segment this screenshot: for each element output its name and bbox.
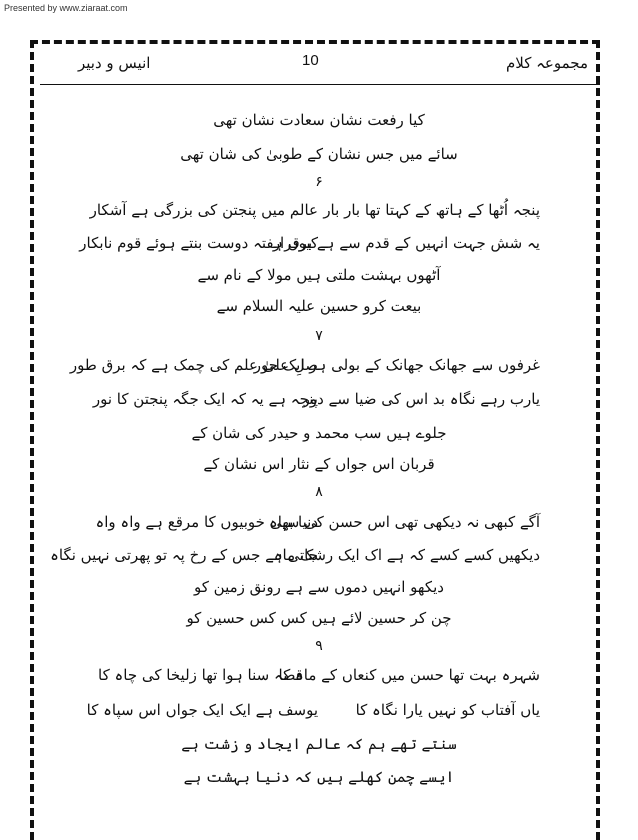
verse-left: پنجہ ہے یہ کہ ایک جگہ پنجتن کا نور [92, 390, 318, 408]
page-number: 10 [302, 52, 319, 69]
stanza-number: ۶ [315, 174, 323, 190]
verse-center: جلوے ہیں سب محمد و حیدر کی شان کے [191, 424, 447, 442]
verse-center: چن کر حسین لائے ہیں کس کس حسین کو [186, 609, 452, 627]
verse-left: یوسف ہے ایک ایک جواں اس سپاہ کا [86, 701, 318, 719]
verse-left: دنیا بھی خوبیوں کا مرقع ہے واہ واہ [95, 513, 318, 531]
verse-right: یاں آفتاب کو نہیں یارا نگاہ کا [355, 701, 540, 719]
verse-center: قربان اس جواں کے نثار اس نشان کے [203, 455, 435, 473]
verse-center: آٹھوں بہشت ملتی ہیں مولا کے نام سے [197, 266, 441, 284]
verse-left: قصہ سنا ہوا تھا زلیخا کی چاہ کا [98, 666, 303, 684]
verse-right: غرفوں سے جھانک جھانک کے بولی ہر ایک حور [253, 356, 540, 374]
watermark: Presented by www.ziaraat.com [4, 3, 128, 13]
stanza-number: ۹ [315, 638, 323, 654]
verse-left: صلِ علیٰ علم کی چمک ہے کہ برق طور [69, 356, 318, 374]
verse-center: بیعت کرو حسین علیہ السلام سے [216, 297, 422, 315]
stanza-number: ۷ [315, 328, 323, 344]
verse-right: یارب رہے نگاہ بد اس کی ضیا سے دور [302, 390, 540, 408]
header-author: انیس و دبیر [78, 54, 151, 72]
intro-line-1: کیا رفعت نشان سعادت نشان تھی [213, 111, 425, 129]
header-rule [40, 84, 600, 85]
stanza-number: ۸ [315, 484, 323, 500]
header-title: مجموعہ کلام [505, 54, 588, 72]
verse-right: دیکھیں کسے کسے کہ ہے اک ایک رشک ماہ [273, 546, 540, 564]
intro-line-2: سائے میں جس نشان کے طوبیٰ کی شان تھی [180, 145, 458, 163]
verse-center: ایسے چمن کھلے ہیں کہ دنیا بہشت ہے [183, 768, 455, 786]
verse-right: یہ شش جہت انہیں کے قدم سے ہے برقرار [272, 234, 540, 252]
verse-left: کیوں ہفتہ دوست بنتے ہوئے قوم نابکار [79, 234, 318, 252]
verse-right: پنجہ اُٹھا کے ہاتھ کے کہتا تھا بار بار [323, 201, 540, 219]
verse-right: شہرہ بہت تھا حسن میں کنعاں کے ماہ کا [278, 666, 540, 684]
verse-center: سنتے تھے ہم کہ عالم ایجاد و زشت ہے [181, 735, 457, 753]
verse-center: دیکھو انہیں دموں سے ہے رونق زمین کو [194, 578, 444, 596]
verse-left: عالم میں پنجتن کی بزرگی ہے آشکار [89, 201, 318, 219]
verse-right: آگے کبھی نہ دیکھی تھی اس حسن کی سپاہ [268, 513, 540, 531]
verse-left: جاتی ہے جس کے رخ پہ تو پھرتی نہیں نگاہ [50, 546, 318, 564]
page-header [40, 50, 596, 80]
